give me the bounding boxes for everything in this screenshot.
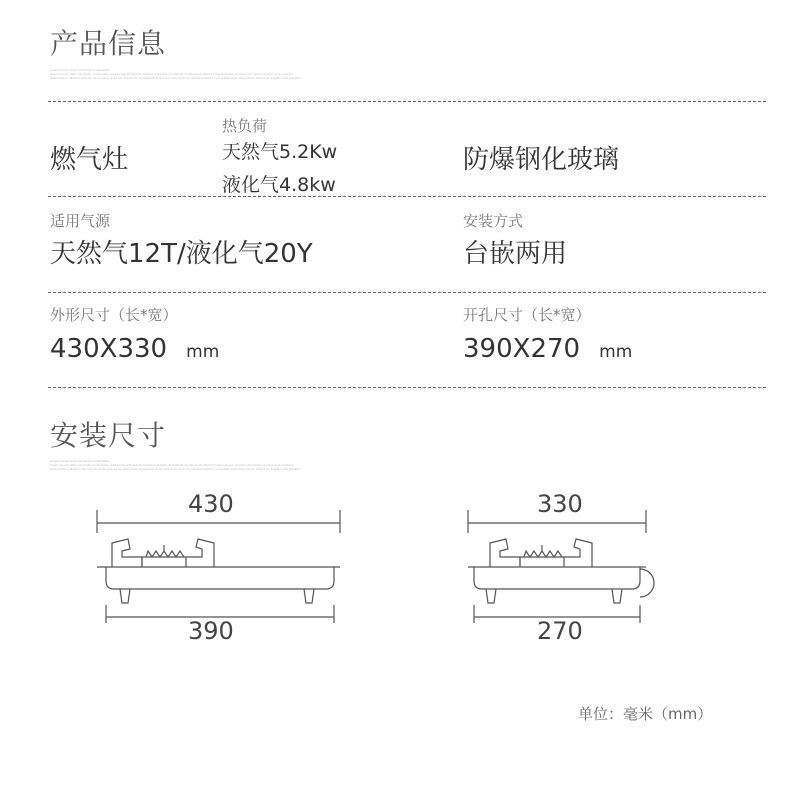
gas-source-label: 适用气源 — [50, 212, 111, 230]
subtext-line: Lorem ipsum dolor sit amet consectetur — [50, 68, 111, 72]
heat-load-lpg: 液化气4.8kw — [222, 174, 336, 196]
product-type: 燃气灶 — [50, 145, 129, 175]
front-top-dimension: 430 — [188, 490, 234, 518]
side-bottom-dimension: 270 — [537, 617, 583, 645]
outer-size-unit: mm — [186, 342, 220, 362]
heat-load-label: 热负荷 — [222, 117, 268, 135]
subtext-line: exercitation ullamco laboris nisi ut aliquip ex ea commodo consequat duis aute irure dolor in reprehenderit in voluptate velit esse cillum dolore eu fugiat nulla pariatur — [50, 76, 301, 80]
cutout-size — [463, 334, 632, 364]
side-top-dimension: 330 — [537, 490, 583, 518]
subtext-line: exercitation ullamco laboris nisi ut aliquip ex ea commodo consequat duis aute irure dolor in reprehenderit in voluptate velit esse cillum dolore eu fugiat nulla pariatur — [50, 467, 301, 471]
install-size-subtext — [50, 459, 301, 471]
subtext-line: Lorem ipsum dolor sit amet consectetur — [50, 459, 111, 463]
gas-source-value: 天然气12T/液化气20Y — [50, 239, 313, 269]
subtext-line: lorem ipsum dolor sit amet consectetur adipiscing elit sed do eiusmod tempor incididunt ut labore et dolore magna aliqua ut enim ad minim veniam quis nostrud — [50, 463, 293, 467]
divider — [48, 387, 766, 388]
cutout-size-label: 开孔尺寸（长*宽） — [463, 306, 591, 324]
product-info-subtext — [50, 68, 301, 80]
glass-type: 防爆钢化玻璃 — [463, 145, 620, 175]
subtext-line: lorem ipsum dolor sit amet consectetur adipiscing elit sed do eiusmod tempor incididunt ut labore et dolore magna aliqua ut enim ad minim veniam quis nostrud — [50, 72, 293, 76]
outer-size-label: 外形尺寸（长*宽） — [50, 306, 178, 324]
cooktop-side-view-diagram — [460, 505, 660, 625]
outer-size-value: 430X330 — [50, 334, 168, 364]
cutout-size-value: 390X270 — [463, 334, 581, 364]
install-method-value: 台嵌两用 — [463, 239, 568, 269]
divider — [48, 101, 766, 102]
outer-size — [50, 334, 219, 364]
cooktop-front-view-diagram — [90, 505, 350, 625]
divider — [48, 196, 766, 197]
cutout-size-unit: mm — [599, 342, 633, 362]
product-info-title: 产品信息 — [50, 27, 167, 60]
divider — [48, 292, 766, 293]
unit-note: 单位：毫米（mm） — [578, 705, 713, 723]
front-bottom-dimension: 390 — [188, 617, 234, 645]
install-method-label: 安装方式 — [463, 212, 524, 230]
heat-load-natural-gas: 天然气5.2Kw — [222, 141, 338, 163]
install-size-title: 安装尺寸 — [50, 419, 167, 452]
